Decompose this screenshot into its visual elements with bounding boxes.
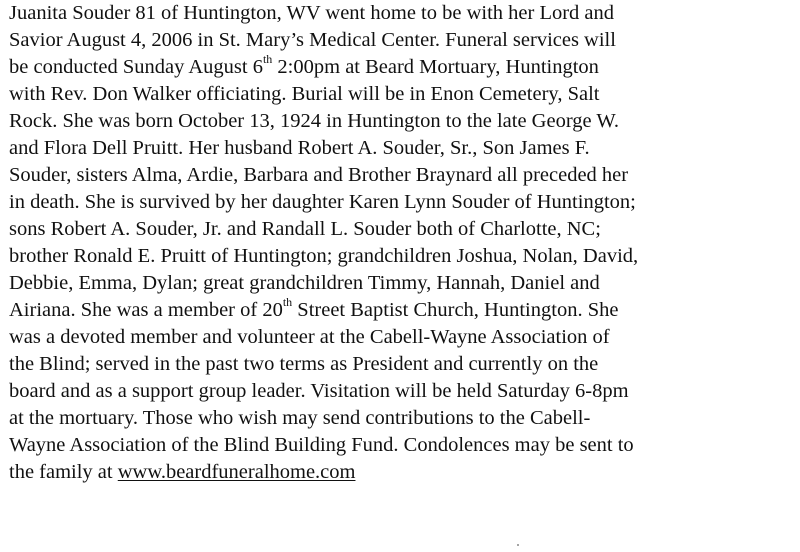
obituary-line: Juanita Souder 81 of Huntington, WV went home to be with her Lord and	[9, 2, 615, 24]
line-text: the family at	[9, 461, 118, 483]
obituary-line: with Rev. Don Walker officiating. Burial will be in Enon Cemetery, Salt	[9, 83, 600, 105]
scan-speck	[517, 544, 519, 546]
obituary-line: was a devoted member and volunteer at the Cabell-Wayne Association of	[9, 326, 610, 348]
obituary-line: board and as a support group leader. Visitation will be held Saturday 6-8pm	[9, 380, 629, 402]
obituary-line: Debbie, Emma, Dylan; great grandchildren Timmy, Hannah, Daniel and	[9, 272, 600, 294]
obituary-line: and Flora Dell Pruitt. Her husband Robert A. Souder, Sr., Son James F.	[9, 137, 590, 159]
obituary-line: at the mortuary. Those who wish may send contributions to the Cabell-	[9, 407, 591, 429]
obituary-line	[9, 459, 799, 486]
obituary-line: Rock. She was born October 13, 1924 in Huntington to the late George W.	[9, 110, 619, 132]
obituary-line: Souder, sisters Alma, Ardie, Barbara and Brother Braynard all preceded her	[9, 164, 629, 186]
line-text: Street Baptist Church, Huntington. She	[292, 299, 619, 321]
obituary-line: in death. She is survived by her daughter Karen Lynn Souder of Huntington;	[9, 191, 636, 213]
obituary-line: Savior August 4, 2006 in St. Mary’s Medical Center. Funeral services will	[9, 29, 616, 51]
obituary-line: brother Ronald E. Pruitt of Huntington; grandchildren Joshua, Nolan, David,	[9, 245, 639, 267]
ordinal-suffix: th	[262, 52, 273, 67]
obituary-line: sons Robert A. Souder, Jr. and Randall L. Souder both of Charlotte, NC;	[9, 218, 601, 240]
obituary-line: the Blind; served in the past two terms as President and currently on the	[9, 353, 599, 375]
obituary-line	[9, 54, 799, 81]
funeral-home-website-link[interactable]: www.beardfuneralhome.com	[117, 461, 356, 483]
obituary-text-block	[9, 0, 799, 486]
ordinal-suffix: th	[282, 295, 293, 310]
obituary-line: Wayne Association of the Blind Building Fund. Condolences may be sent to	[9, 434, 634, 456]
obituary-line	[9, 297, 799, 324]
line-text: Airiana. She was a member of 20	[9, 299, 283, 321]
line-text: 2:00pm at Beard Mortuary, Huntington	[272, 56, 599, 78]
line-text: be conducted Sunday August 6	[9, 56, 263, 78]
